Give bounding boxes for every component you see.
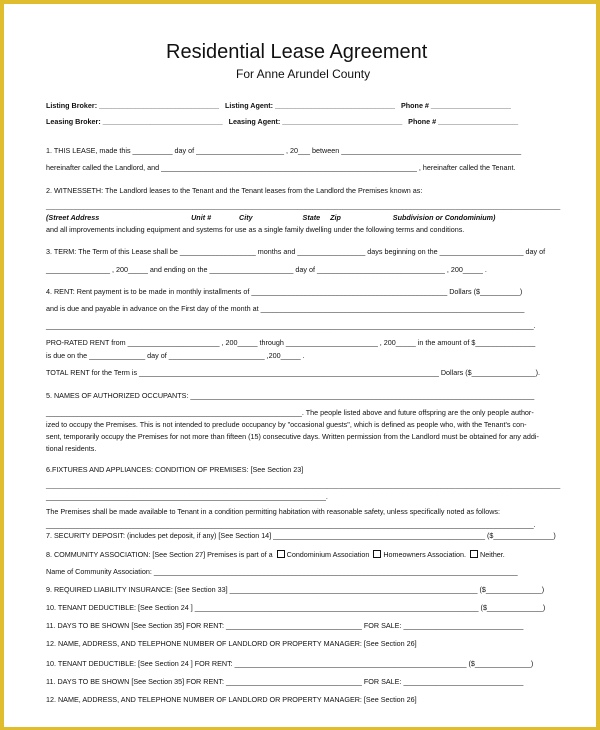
section-12-landlord-info-repeat: 12. NAME, ADDRESS, AND TELEPHONE NUMBER OF LANDLORD OR PROPERTY MANAGER: [See Section 26]: [46, 695, 417, 704]
section-5-line-2: ________________________________________________________________. The people listed above and future offspring are the only people author-: [46, 408, 534, 417]
section-10-tenant-deductible: 10. TENANT DEDUCTIBLE: [See Section 24 ] _______________________________________________________________________ ($______________): [46, 603, 546, 612]
broker-row-listing: Listing Broker: ______________________________ Listing Agent: ______________________________ Phone # ____________________: [46, 101, 511, 110]
neither-option-label: Neither.: [480, 550, 505, 559]
section-10-tenant-deductible-repeat: 10. TENANT DEDUCTIBLE: [See Section 24 ] FOR RENT: __________________________________________________________ ($______________): [46, 659, 534, 668]
section-7-security-deposit: 7. SECURITY DEPOSIT: (includes pet deposit, if any) [See Section 14] _____________________________________________________ ($_______________): [46, 531, 556, 540]
homeowners-option-label: Homeowners Association.: [383, 550, 467, 559]
section-6-line-3: ______________________________________________________________________.: [46, 492, 328, 501]
section-6-line-4: The Premises shall be made available to Tenant in a condition permitting habitation with reasonable safety, unless specifically noted as follows:: [46, 507, 500, 516]
condominium-option-label: Condominium Association: [286, 550, 370, 559]
section-6-heading: 6.FIXTURES AND APPLIANCES: CONDITION OF PREMISES: [See Section 23]: [46, 465, 304, 474]
section-4-line-3: __________________________________________________________________________________________________________________________.: [46, 321, 536, 330]
prorated-line-2: is due on the ______________ day of ________________________ ,200_____ .: [46, 351, 305, 360]
section-8-community-association: [46, 550, 505, 558]
section-5-line-1: 5. NAMES OF AUTHORIZED OCCUPANTS: ______________________________________________________________________________________: [46, 391, 535, 400]
prorated-line-1: PRO-RATED RENT from _______________________ , 200_____ through _______________________ , 200_____ in the amount of $_______________: [46, 338, 536, 347]
section-4-line-2: and is due and payable in advance on the First day of the month at __________________________________________________________________: [46, 304, 525, 313]
section-3-line-2: ________________ , 200_____ and ending on the _____________________ day of ________________________________ , 200_____ .: [46, 265, 487, 274]
section-4-line-1: 4. RENT: Rent payment is to be made in monthly installments of _________________________________________________ Dollars ($__________): [46, 287, 523, 296]
total-rent-line: TOTAL RENT for the Term is ___________________________________________________________________________ Dollars ($________________).: [46, 368, 540, 377]
broker-row-leasing: Leasing Broker: ______________________________ Leasing Agent: ______________________________ Phone # ____________________: [46, 117, 519, 126]
section-11-days-shown-repeat: 11. DAYS TO BE SHOWN [See Section 35] FOR RENT: __________________________________ FOR SALE: ______________________________: [46, 677, 524, 686]
section-8-label: 8. COMMUNITY ASSOCIATION: [See Section 27] Premises is part of a: [46, 550, 273, 559]
page-subtitle: For Anne Arundel County: [236, 67, 371, 81]
section-6-line-2: _________________________________________________________________________________________________________________________________________: [46, 482, 561, 489]
section-2-address-caption: (Street Address Unit # City State Zip Subdivision or Condominium): [46, 213, 496, 222]
section-9-liability-insurance: 9. REQUIRED LIABILITY INSURANCE: [See Section 33] ______________________________________________________________ ($______________): [46, 585, 545, 594]
section-5-line-5: tional residents.: [46, 444, 97, 453]
section-2-heading: 2. WITNESSETH: The Landlord leases to the Tenant and the Tenant leases from the Landlord the Premises known as:: [46, 186, 423, 195]
section-5-line-4: sent, temporarily occupy the Premises for not more than fifteen (15) consecutive days. Written permission from the Landlord must be obtained for any addi-: [46, 432, 539, 441]
page-title: Residential Lease Agreement: [166, 41, 428, 63]
section-3-line-1: 3. TERM: The Term of this Lease shall be ___________________ months and _________________ days beginning on the _____________________ day of: [46, 247, 546, 256]
section-6-line-5: __________________________________________________________________________________________________________________________.: [46, 520, 536, 529]
section-2-line-4: and all improvements including equipment and systems for use as a single family dwelling under the following terms and conditions.: [46, 225, 465, 234]
section-1-line-2: hereinafter called the Landlord, and ________________________________________________________________ , hereinafter called the Tenant.: [46, 163, 516, 172]
homeowners-checkbox[interactable]: [373, 550, 381, 558]
section-5-line-3: ized to occupy the Premises. This is not intended to preclude occupancy by "occasional guests", which is defined as people who, with the Tenant's con-: [46, 420, 527, 429]
community-association-name-line: Name of Community Association: ___________________________________________________________________________________________: [46, 567, 518, 576]
section-12-landlord-info: 12. NAME, ADDRESS, AND TELEPHONE NUMBER OF LANDLORD OR PROPERTY MANAGER: [See Section 26]: [46, 639, 417, 648]
section-2-address-line: _________________________________________________________________________________________________________________________________________: [46, 203, 561, 210]
condominium-checkbox[interactable]: [277, 550, 285, 558]
neither-checkbox[interactable]: [470, 550, 478, 558]
section-1-line-1: 1. THIS LEASE, made this __________ day of ______________________ , 20___ between _____________________________________________: [46, 146, 522, 155]
section-11-days-shown: 11. DAYS TO BE SHOWN [See Section 35] FOR RENT: __________________________________ FOR SALE: ______________________________: [46, 621, 524, 630]
